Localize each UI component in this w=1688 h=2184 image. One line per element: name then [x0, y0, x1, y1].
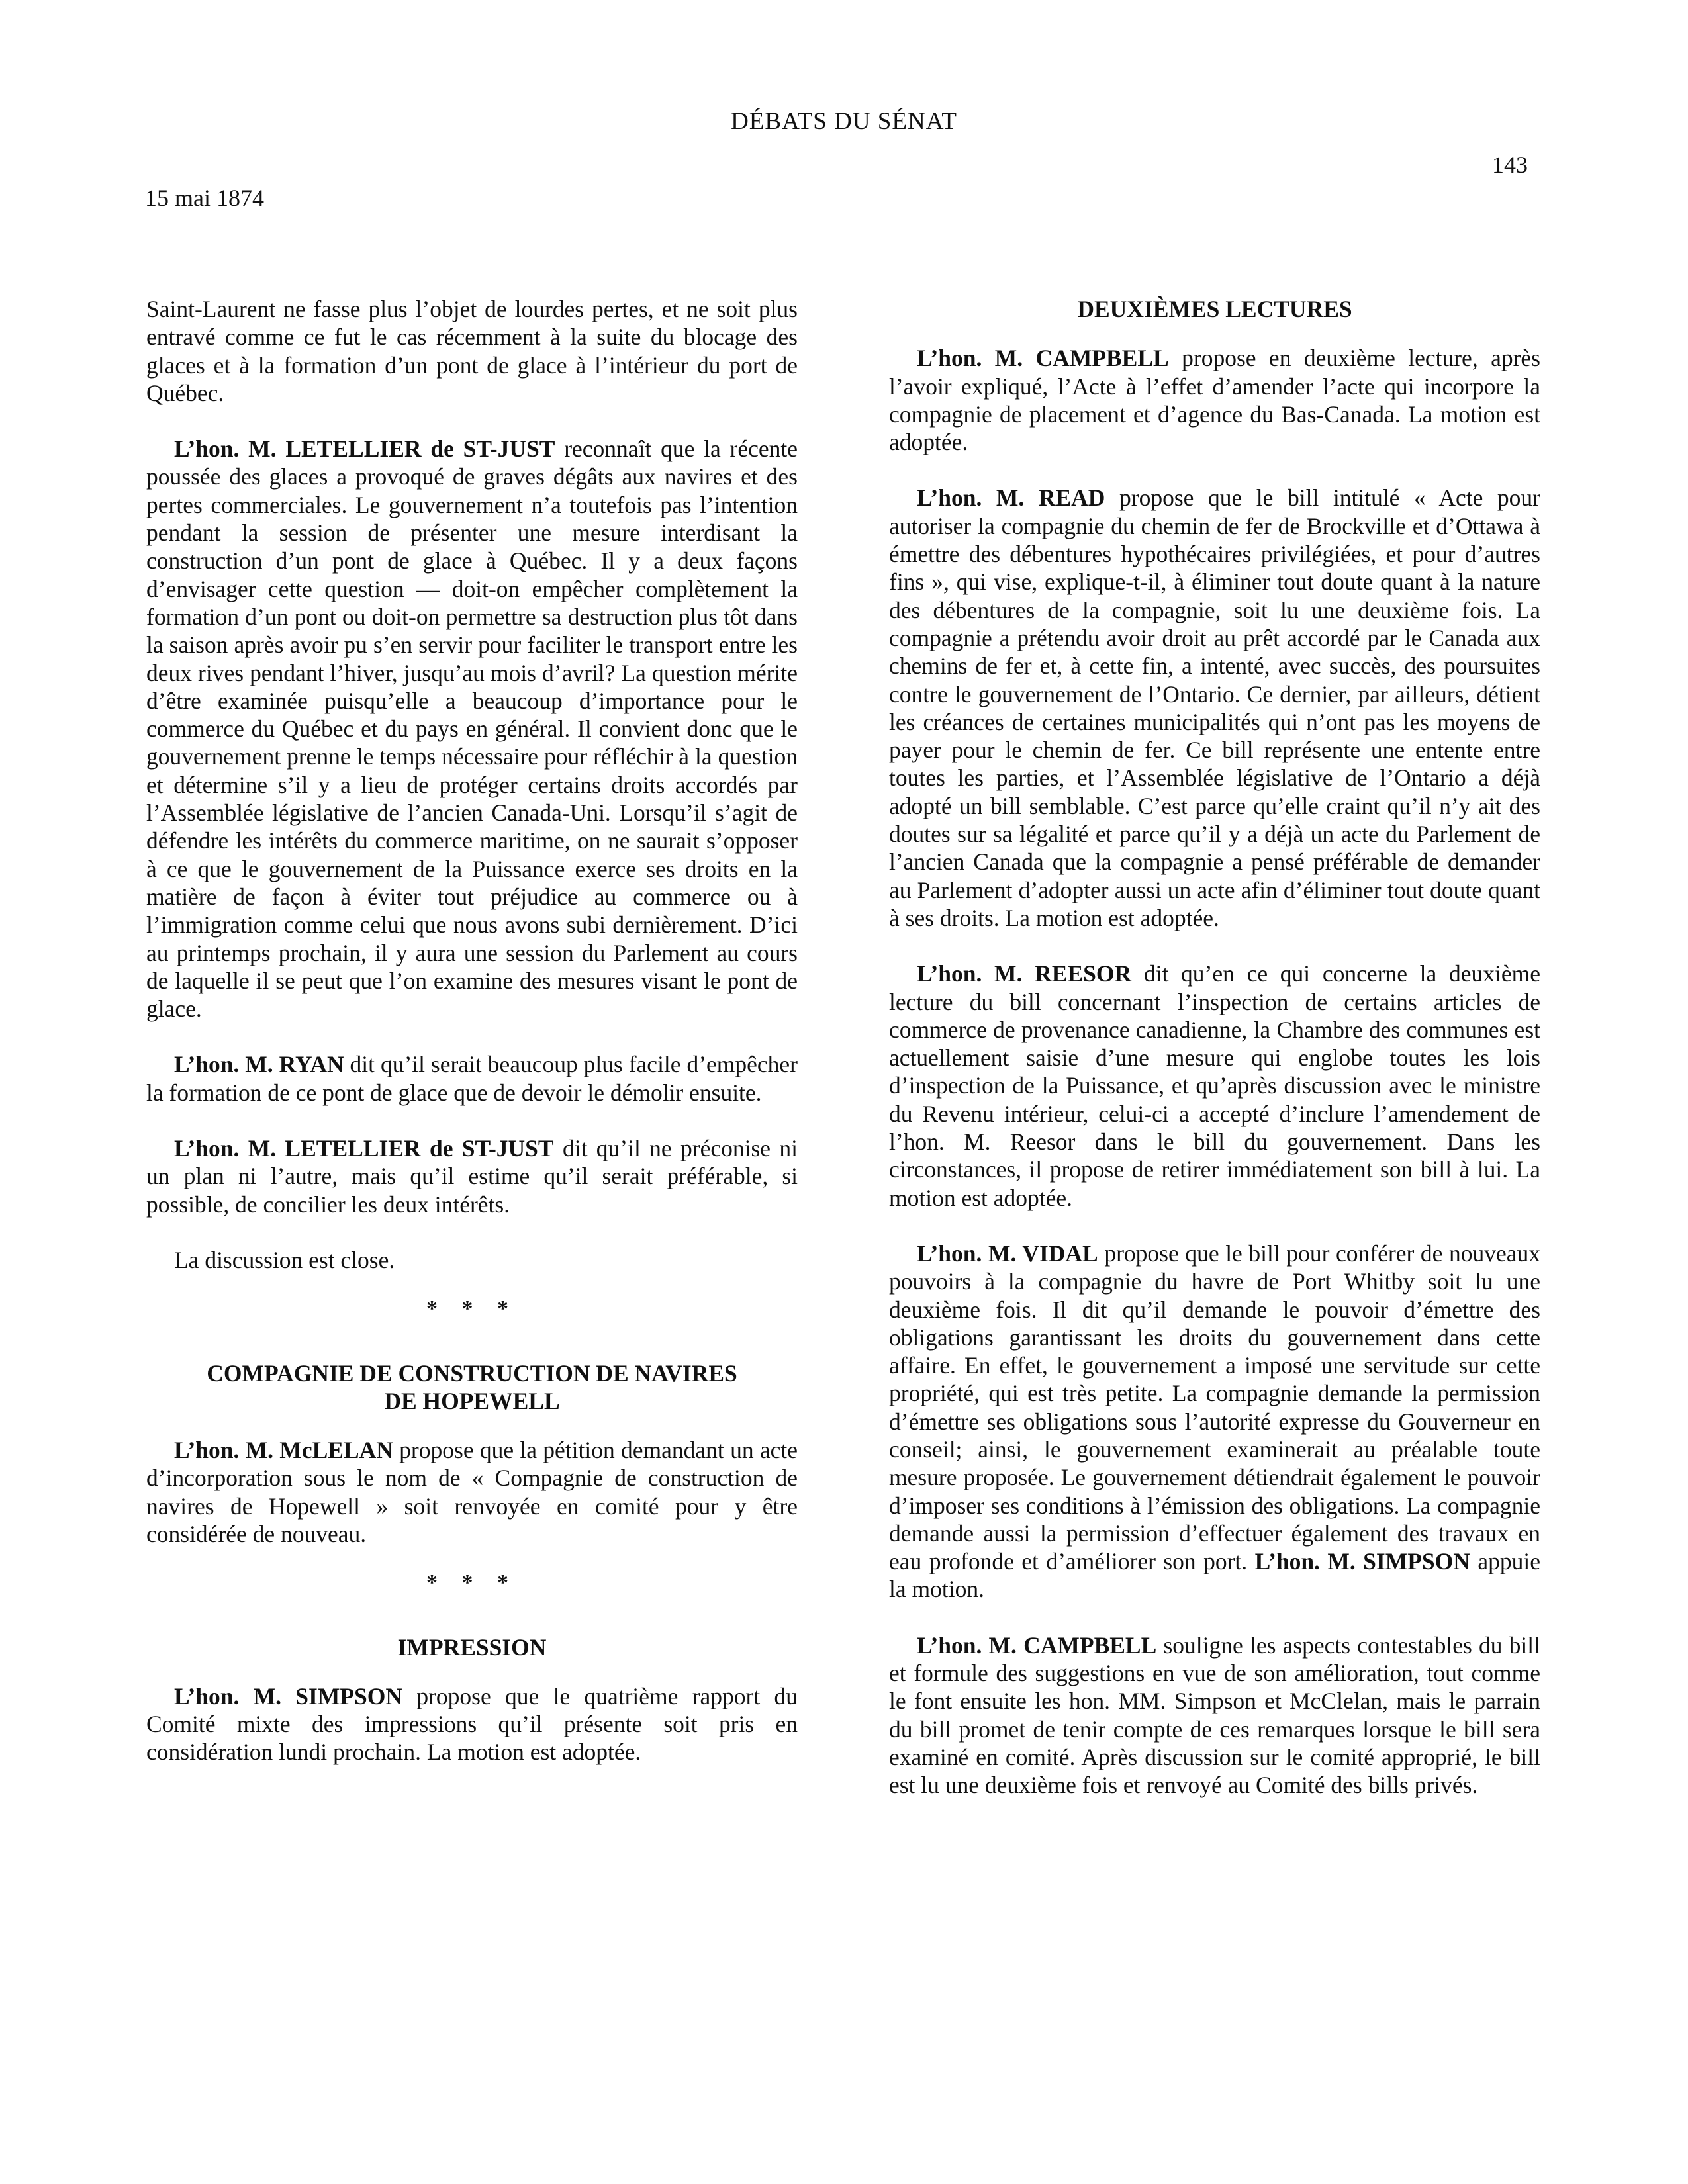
- paragraph: [889, 344, 1540, 456]
- section-heading: [146, 1359, 798, 1416]
- speaker-name: L’hon. M. VIDAL: [917, 1240, 1098, 1267]
- section-heading: DEUXIÈMES LECTURES: [1077, 296, 1352, 322]
- speaker-name: L’hon. M. McLELAN: [174, 1437, 393, 1464]
- sitting-date: 15 mai 1874: [145, 185, 264, 211]
- page-number: 143: [1492, 152, 1528, 178]
- heading-line: DE HOPEWELL: [384, 1387, 560, 1414]
- speaker-name: L’hon. M. CAMPBELL: [917, 345, 1169, 372]
- speech-text: appuie la motion.: [889, 1548, 1540, 1603]
- heading-line: COMPAGNIE DE CONSTRUCTION DE NAVIRES: [207, 1359, 737, 1387]
- paragraph: La discussion est close.: [174, 1246, 395, 1273]
- paragraph: [146, 1682, 798, 1766]
- paragraph: [146, 1134, 798, 1218]
- paragraph: [889, 1240, 1540, 1604]
- speaker-name: L’hon. M. CAMPBELL: [917, 1631, 1157, 1659]
- speech-text: souligne les aspects contestables du bill et formule des suggestions en vue de son amélioration, tout comme le font ensuite les hon. MM. Simpson et McClelan, mais le parrain du bill promet de tenir compte de ces remarques lorsque le bill sera examiné en comité. Après discussion sur le comité approprié, le bill est lu une deuxième fois et renvoyé au Comité des bills privés.: [889, 1631, 1540, 1799]
- paragraph: Saint-Laurent ne fasse plus l’objet de lourdes pertes, et ne soit plus entravé comme ce fut le cas récemment à la suite du blocage des glaces et à la formation d’un pont de glace à l’intérieur du port de Québec.: [146, 296, 798, 406]
- speaker-name: L’hon. M. LETELLIER de ST-JUST: [174, 435, 555, 463]
- right-column: [889, 295, 1540, 1827]
- speech-text: dit qu’en ce qui concerne la deuxième lecture du bill concernant l’inspection de certains articles de commerce de provenance canadienne, la Chambre des communes est actuellement saisie d’une mesure qui englobe toutes les lois d’inspection de la Puissance, et qu’après discussion avec le ministre du Revenu intérieur, celui-ci a accepté d’inclure l’amendement de l’hon. M. Reesor dans le bill du gouvernement. Dans les circonstances, il propose de retirer immédiatement son bill à lui. La motion est adoptée.: [889, 960, 1540, 1211]
- speech-text: propose que la pétition demandant un acte d’incorporation sous le nom de « Compagnie de construction de navires de Hopewell » soit renvoyée en comité pour y être considérée de nouveau.: [146, 1437, 798, 1547]
- speaker-name: L’hon. M. REESOR: [917, 960, 1132, 987]
- speech-text: reconnaît que la récente poussée des glaces a provoqué de graves dégâts aux navires et des pertes commerciales. Le gouvernement n’a toutefois pas l’intention pendant la session de présenter une mesure interdisant la construction d’un pont de glace à Québec. Il y a deux façons d’envisager cette question — doit-on empêcher complètement la formation d’un pont ou doit-on permettre sa destruction plus tôt dans la saison après avoir pu s’en servir pour faciliter le transport entre les deux rives pendant l’hiver, jusqu’au mois d’avril? La question mérite d’être examinée puisqu’elle a beaucoup d’importance pour le commerce du Québec et du pays en général. Il convient donc que le gouvernement prenne le temps nécessaire pour réfléchir à la question et détermine s’il y a lieu de protéger certains droits accordés par l’Assemblée législative de l’ancien Canada-Uni. Lorsqu’il s’agit de défendre les intérêts du commerce maritime, on ne saurait s’opposer à ce que le gouvernement de la Puissance exerce ses droits en la matière de façon à éviter tout préjudice au commerce ou à l’immigration comme celui que nous avons subi dernièrement. D’ici au printemps prochain, il y aura une session du Parlement au cours de laquelle il se peut que l’on examine des mesures visant le pont de glace.: [146, 435, 798, 1023]
- section-separator: * * *: [426, 1297, 518, 1322]
- paragraph: [146, 1050, 798, 1107]
- running-title: DÉBATS DU SÉNAT: [731, 108, 957, 135]
- paragraph: [889, 960, 1540, 1212]
- paragraph: [889, 484, 1540, 932]
- paragraph: [146, 435, 798, 1023]
- paragraph: [146, 1436, 798, 1548]
- left-column: [146, 295, 798, 1794]
- section-heading: IMPRESSION: [397, 1633, 547, 1661]
- speech-text: propose que le quatrième rapport du Comité mixte des impressions qu’il présente soit pris en considération lundi prochain. La motion est adoptée.: [146, 1682, 798, 1766]
- speaker-name: L’hon. M. SIMPSON: [174, 1682, 403, 1709]
- speech-text: propose en deuxième lecture, après l’avoir expliqué, l’Acte à l’effet d’amender l’acte qui incorpore la compagnie de placement et d’agence du Bas-Canada. La motion est adoptée.: [889, 345, 1540, 456]
- speaker-name: L’hon. M. SIMPSON: [1254, 1548, 1470, 1575]
- speaker-name: L’hon. M. READ: [917, 484, 1105, 512]
- speech-text: propose que le bill intitulé « Acte pour autoriser la compagnie du chemin de fer de Brockville et d’Ottawa à émettre des débentures hypothécaires privilégiées, et pour d’autres fins », qui vise, explique-t-il, à éliminer tout doute quant à la nature des débentures de la compagnie, soit lu une deuxième fois. La compagnie a prétendu avoir droit au prêt accordé par le Canada aux chemins de fer et, à cette fin, a intenté, avec succès, des poursuites contre le gouvernement de l’Ontario. Ce dernier, par ailleurs, détient les créances de certaines municipalités qui n’ont pas les moyens de payer pour le chemin de fer. Ce bill représente une entente entre toutes les parties, et l’Assemblée législative de l’Ontario a déjà adopté un bill semblable. C’est parce qu’elle craint qu’il n’y ait des doutes sur sa légalité et parce qu’il y a déjà un acte du Parlement de l’ancien Canada que la compagnie a pensé préférable de demander au Parlement d’adopter aussi un acte afin d’éliminer tout doute quant à ses droits. La motion est adoptée.: [889, 484, 1540, 931]
- section-separator: * * *: [426, 1570, 518, 1596]
- speech-text: propose que le bill pour conférer de nouveaux pouvoirs à la compagnie du havre de Port Whitby soit lu une deuxième fois. Il dit qu’il demande le pouvoir d’émettre des obligations garantissant les droits du gouvernement dans cette affaire. En effet, le gouvernement a imposé une servitude sur cette propriété, qui est très petite. La compagnie demande la permission d’émettre ses obligations sous l’autorité expresse du Gouverneur en conseil; ainsi, le gouvernement examinerait au préalable toute mesure proposée. Le gouvernement détiendrait également le pouvoir d’imposer ses conditions à l’émission des obligations. La compagnie demande aussi la permission d’effectuer également des travaux en eau profonde et d’améliorer son port.: [889, 1240, 1541, 1575]
- paragraph: [889, 1631, 1540, 1799]
- speech-text: dit qu’il serait beaucoup plus facile d’empêcher la formation de ce pont de glace que de devoir le démolir ensuite.: [146, 1051, 798, 1106]
- speaker-name: L’hon. M. RYAN: [174, 1051, 344, 1078]
- speech-text: dit qu’il ne préconise ni un plan ni l’autre, mais qu’il estime qu’il serait préférable, si possible, de concilier les deux intérêts.: [146, 1135, 798, 1218]
- speaker-name: L’hon. M. LETELLIER de ST-JUST: [174, 1135, 554, 1162]
